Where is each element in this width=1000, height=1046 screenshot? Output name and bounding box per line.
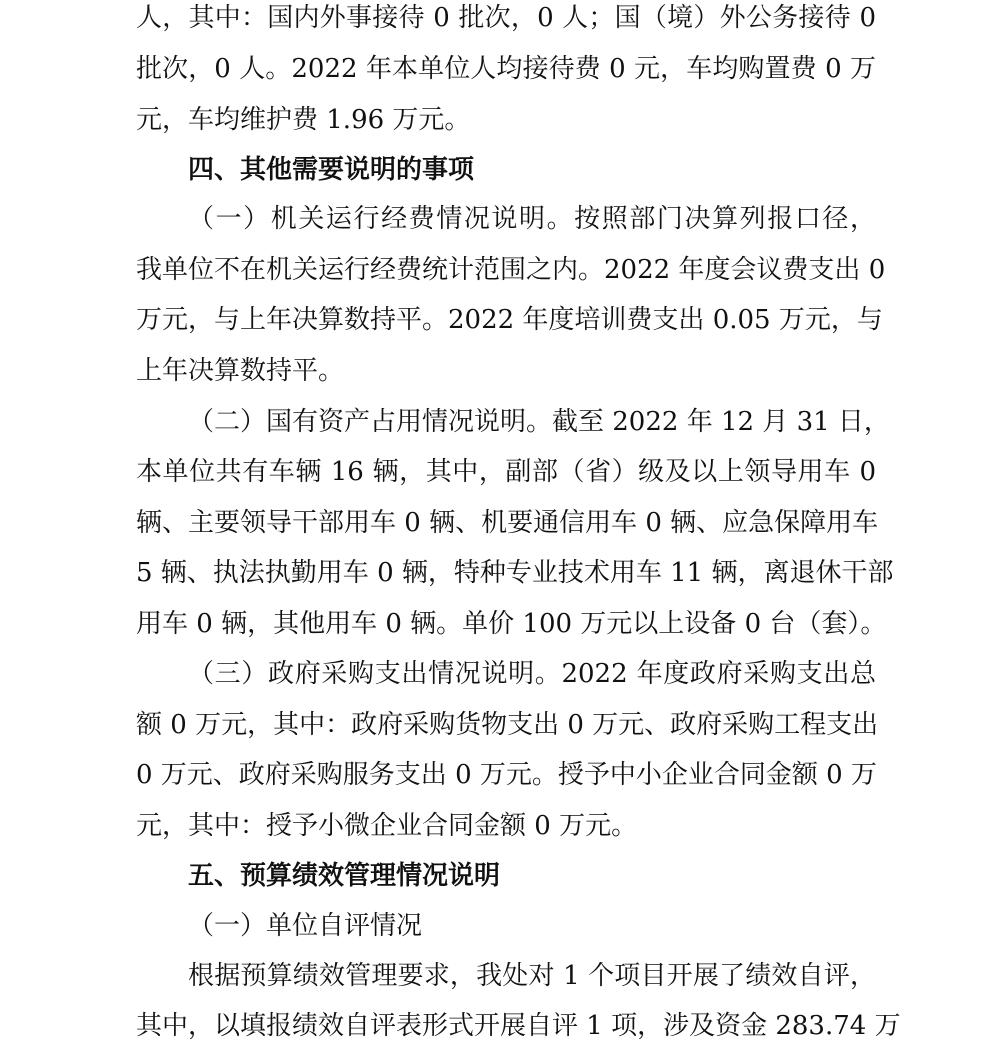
paragraph-line: 元，其中：授予小微企业合同金额 0 万元。 — [136, 811, 638, 841]
paragraph-line: 用车 0 辆，其他用车 0 辆。单价 100 万元以上设备 0 台（套）。 — [136, 609, 887, 639]
paragraph-line: （三）政府采购支出情况说明。2022 年度政府采购支出总 — [188, 659, 876, 689]
paragraph-line: 5 辆、执法执勤用车 0 辆，特种专业技术用车 11 辆，离退休干部 — [136, 558, 894, 588]
paragraph-line: 0 万元、政府采购服务支出 0 万元。授予中小企业合同金额 0 万 — [136, 760, 877, 790]
paragraph-line: 我单位不在机关运行经费统计范围之内。2022 年度会议费支出 0 — [136, 255, 886, 285]
paragraph-line: 元，车均维护费 1.96 万元。 — [136, 105, 471, 135]
section-heading: 五、预算绩效管理情况说明 — [188, 861, 501, 891]
paragraph-line: 人，其中：国内外事接待 0 批次，0 人；国（境）外公务接待 0 — [136, 3, 876, 33]
paragraph-line: 本单位共有车辆 16 辆，其中，副部（省）级及以上领导用车 0 — [136, 457, 876, 487]
paragraph-line: 批次，0 人。2022 年本单位人均接待费 0 元，车均购置费 0 万 — [136, 54, 876, 84]
paragraph-line: 额 0 万元，其中：政府采购货物支出 0 万元、政府采购工程支出 — [136, 710, 879, 740]
paragraph-line: （二）国有资产占用情况说明。截至 2022 年 12 月 31 日， — [188, 407, 890, 437]
paragraph-line: （一）机关运行经费情况说明。按照部门决算列报口径， — [188, 204, 876, 234]
subsection-heading: （一）单位自评情况 — [188, 911, 423, 941]
paragraph-line: 根据预算绩效管理要求，我处对 1 个项目开展了绩效自评， — [188, 961, 876, 991]
section-heading: 四、其他需要说明的事项 — [188, 155, 475, 185]
paragraph-line: 辆、主要领导干部用车 0 辆、机要通信用车 0 辆、应急保障用车 — [136, 508, 879, 538]
paragraph-line: 万元，与上年决算数持平。2022 年度培训费支出 0.05 万元，与 — [136, 305, 883, 335]
paragraph-line: 上年决算数持平。 — [136, 356, 345, 386]
paragraph-line: 其中，以填报绩效自评表形式开展自评 1 项，涉及资金 283.74 万 — [136, 1011, 901, 1041]
